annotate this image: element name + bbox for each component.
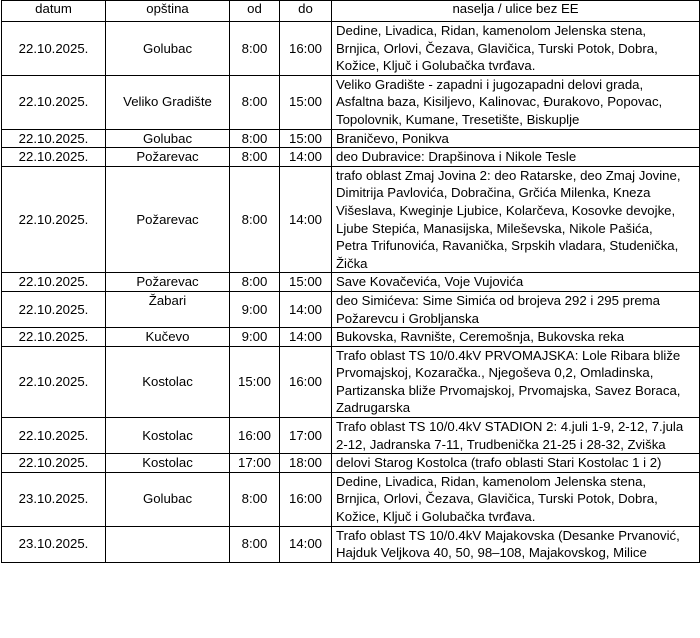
cell-do: 14:00 <box>280 328 332 347</box>
cell-naselja <box>332 273 700 292</box>
table-row <box>2 75 700 129</box>
cell-opstina <box>106 526 230 562</box>
naselja-line: Dedine, Livadica, Ridan, kamenolom Jelenska stena, <box>336 23 647 38</box>
cell-od: 17:00 <box>230 454 280 473</box>
cell-opstina: Kučevo <box>106 328 230 347</box>
cell-do: 15:00 <box>280 75 332 129</box>
cell-od: 8:00 <box>230 166 280 273</box>
table-row <box>2 454 700 473</box>
naselja-line: Kožice, Ključ i Golubačka tvrđava. <box>336 58 536 74</box>
table-row <box>2 129 700 148</box>
header-row <box>2 1 700 22</box>
naselja-line: deo Simićeva: Sime Simića od brojeva 292 i 295 prema <box>336 292 660 308</box>
cell-od: 9:00 <box>230 291 280 327</box>
table-body <box>2 22 700 563</box>
naselja-line: Dedine, Livadica, Ridan, kamenolom Jelenska stena, <box>336 473 647 489</box>
naselja-line: Ljube Stepića, Manasijska, Mileševska, Nikole Pašića, <box>336 220 653 236</box>
naselja-line: Žička <box>336 255 368 271</box>
cell-opstina: Kostolac <box>106 346 230 417</box>
cell-do: 15:00 <box>280 273 332 292</box>
cell-datum: 22.10.2025. <box>2 328 106 347</box>
outage-table <box>1 0 700 563</box>
cell-naselja <box>332 75 700 129</box>
cell-do: 16:00 <box>280 472 332 526</box>
cell-datum: 22.10.2025. <box>2 148 106 167</box>
naselja-line: Brnjica, Orlovi, Čezava, Glavičica, Turski Potok, Dobra, <box>336 40 658 56</box>
cell-datum: 22.10.2025. <box>2 454 106 473</box>
naselja-line: Braničevo, Ponikva <box>336 130 449 146</box>
cell-do: 14:00 <box>280 148 332 167</box>
cell-datum: 22.10.2025. <box>2 346 106 417</box>
naselja-line: Petra Trifunovića, Ravanička, Srpskih vladara, Studenička, <box>336 238 679 254</box>
cell-datum: 23.10.2025. <box>2 526 106 562</box>
cell-od: 8:00 <box>230 472 280 526</box>
cell-od: 8:00 <box>230 22 280 76</box>
cell-od: 8:00 <box>230 129 280 148</box>
table-row <box>2 148 700 167</box>
cell-opstina: Golubac <box>106 472 230 526</box>
cell-naselja <box>332 328 700 347</box>
cell-od: 15:00 <box>230 346 280 417</box>
table-row <box>2 328 700 347</box>
cell-opstina: Kostolac <box>106 454 230 473</box>
header-datum: datum <box>2 1 106 22</box>
cell-opstina: Veliko Gradište <box>106 75 230 129</box>
cell-opstina: Žabari <box>106 291 230 327</box>
cell-do: 14:00 <box>280 166 332 273</box>
cell-datum: 22.10.2025. <box>2 166 106 273</box>
naselja-line: Trafo oblast TS 10/0.4kV STADION 2: 4.juli 1-9, 2-12, 7.jula <box>336 419 684 435</box>
table-row <box>2 526 700 562</box>
cell-od: 8:00 <box>230 148 280 167</box>
cell-naselja <box>332 472 700 526</box>
naselja-line: delovi Starog Kostolca (trafo oblasti Stari Kostolac 1 i 2) <box>336 455 662 471</box>
cell-do: 16:00 <box>280 22 332 76</box>
table-row <box>2 418 700 454</box>
cell-do: 18:00 <box>280 454 332 473</box>
naselja-line: Topolovnik, Kumane, Tresetište, Biskuplje <box>336 111 580 127</box>
cell-naselja <box>332 129 700 148</box>
cell-do: 14:00 <box>280 291 332 327</box>
table-row <box>2 166 700 273</box>
cell-od: 8:00 <box>230 273 280 292</box>
cell-opstina: Golubac <box>106 22 230 76</box>
cell-do: 16:00 <box>280 346 332 417</box>
naselja-line: trafo oblast Zmaj Jovina 2: deo Ratarske, deo Zmaj Jovine, <box>336 167 681 183</box>
naselja-line: Kožice, Ključ i Golubačka tvrđava. <box>336 509 536 525</box>
cell-naselja <box>332 346 700 417</box>
cell-naselja <box>332 418 700 454</box>
cell-do: 14:00 <box>280 526 332 562</box>
table-row <box>2 273 700 292</box>
table-row <box>2 346 700 417</box>
cell-naselja <box>332 526 700 562</box>
table-row <box>2 22 700 76</box>
header-opstina: opština <box>106 1 230 22</box>
naselja-line: Brnjica, Orlovi, Čezava, Glavičica, Turski Potok, Dobra, <box>336 491 658 507</box>
cell-opstina: Požarevac <box>106 273 230 292</box>
naselja-line: Prvomajskoj, Kozaračka., Njegoševa 0,2, Omladinska, <box>336 365 654 381</box>
naselja-line: Dimitrija Pavlovića, Dobračina, Grčića Milenka, Kneza <box>336 185 651 201</box>
cell-datum: 23.10.2025. <box>2 472 106 526</box>
cell-do: 15:00 <box>280 129 332 148</box>
cell-naselja <box>332 291 700 327</box>
table-row <box>2 291 700 327</box>
cell-naselja <box>332 454 700 473</box>
header-do: do <box>280 1 332 22</box>
cell-datum: 22.10.2025. <box>2 291 106 327</box>
cell-od: 8:00 <box>230 526 280 562</box>
cell-datum: 22.10.2025. <box>2 22 106 76</box>
table-row <box>2 472 700 526</box>
cell-opstina: Požarevac <box>106 148 230 167</box>
naselja-line: Bukovska, Ravnište, Ceremošnja, Bukovska reka <box>336 329 625 345</box>
naselja-line: Zadrugarska <box>336 400 411 416</box>
cell-opstina: Požarevac <box>106 166 230 273</box>
cell-datum: 22.10.2025. <box>2 418 106 454</box>
naselja-line: Veliko Gradište - zapadni i jugozapadni delovi grada, <box>336 76 644 92</box>
cell-datum: 22.10.2025. <box>2 273 106 292</box>
cell-od: 9:00 <box>230 328 280 347</box>
cell-do: 17:00 <box>280 418 332 454</box>
cell-od: 8:00 <box>230 75 280 129</box>
header-naselja: naselja / ulice bez EE <box>332 1 700 22</box>
naselja-line: Save Kovačevića, Voje Vujovića <box>336 274 524 290</box>
naselja-line: Trafo oblast TS 10/0.4kV Majakovska (Desanke Prvanović, <box>336 527 680 543</box>
cell-naselja <box>332 148 700 167</box>
naselja-line: Trafo oblast TS 10/0.4kV PRVOMAJSKA: Lole Ribara bliže <box>336 347 681 363</box>
cell-naselja <box>332 22 700 76</box>
cell-od: 16:00 <box>230 418 280 454</box>
cell-datum: 22.10.2025. <box>2 75 106 129</box>
naselja-line: 2-12, Jadranska 7-11, Trudbenička 21-25 i 28-32, Zviška <box>336 436 666 452</box>
naselja-line: Višeslava, Kweginje Ljubice, Kolarčeva, Kosovke devojke, <box>336 202 676 218</box>
naselja-line: Hajduk Veljkova 40, 50, 98–108, Majakovskog, Milice <box>336 545 647 561</box>
header-od: od <box>230 1 280 22</box>
naselja-line: Požarevcu i Grobljanska <box>336 310 479 326</box>
cell-opstina: Golubac <box>106 129 230 148</box>
naselja-line: Partizanska bliže Prvomajskoj, Prvomajska, Savez Boraca, <box>336 382 681 398</box>
cell-datum: 22.10.2025. <box>2 129 106 148</box>
cell-opstina: Kostolac <box>106 418 230 454</box>
naselja-line: Asfaltna baza, Kisiljevo, Kalinovac, Đurakovo, Popovac, <box>336 94 663 110</box>
cell-naselja <box>332 166 700 273</box>
naselja-line: deo Dubravice: Drapšinova i Nikole Tesle <box>336 149 577 165</box>
